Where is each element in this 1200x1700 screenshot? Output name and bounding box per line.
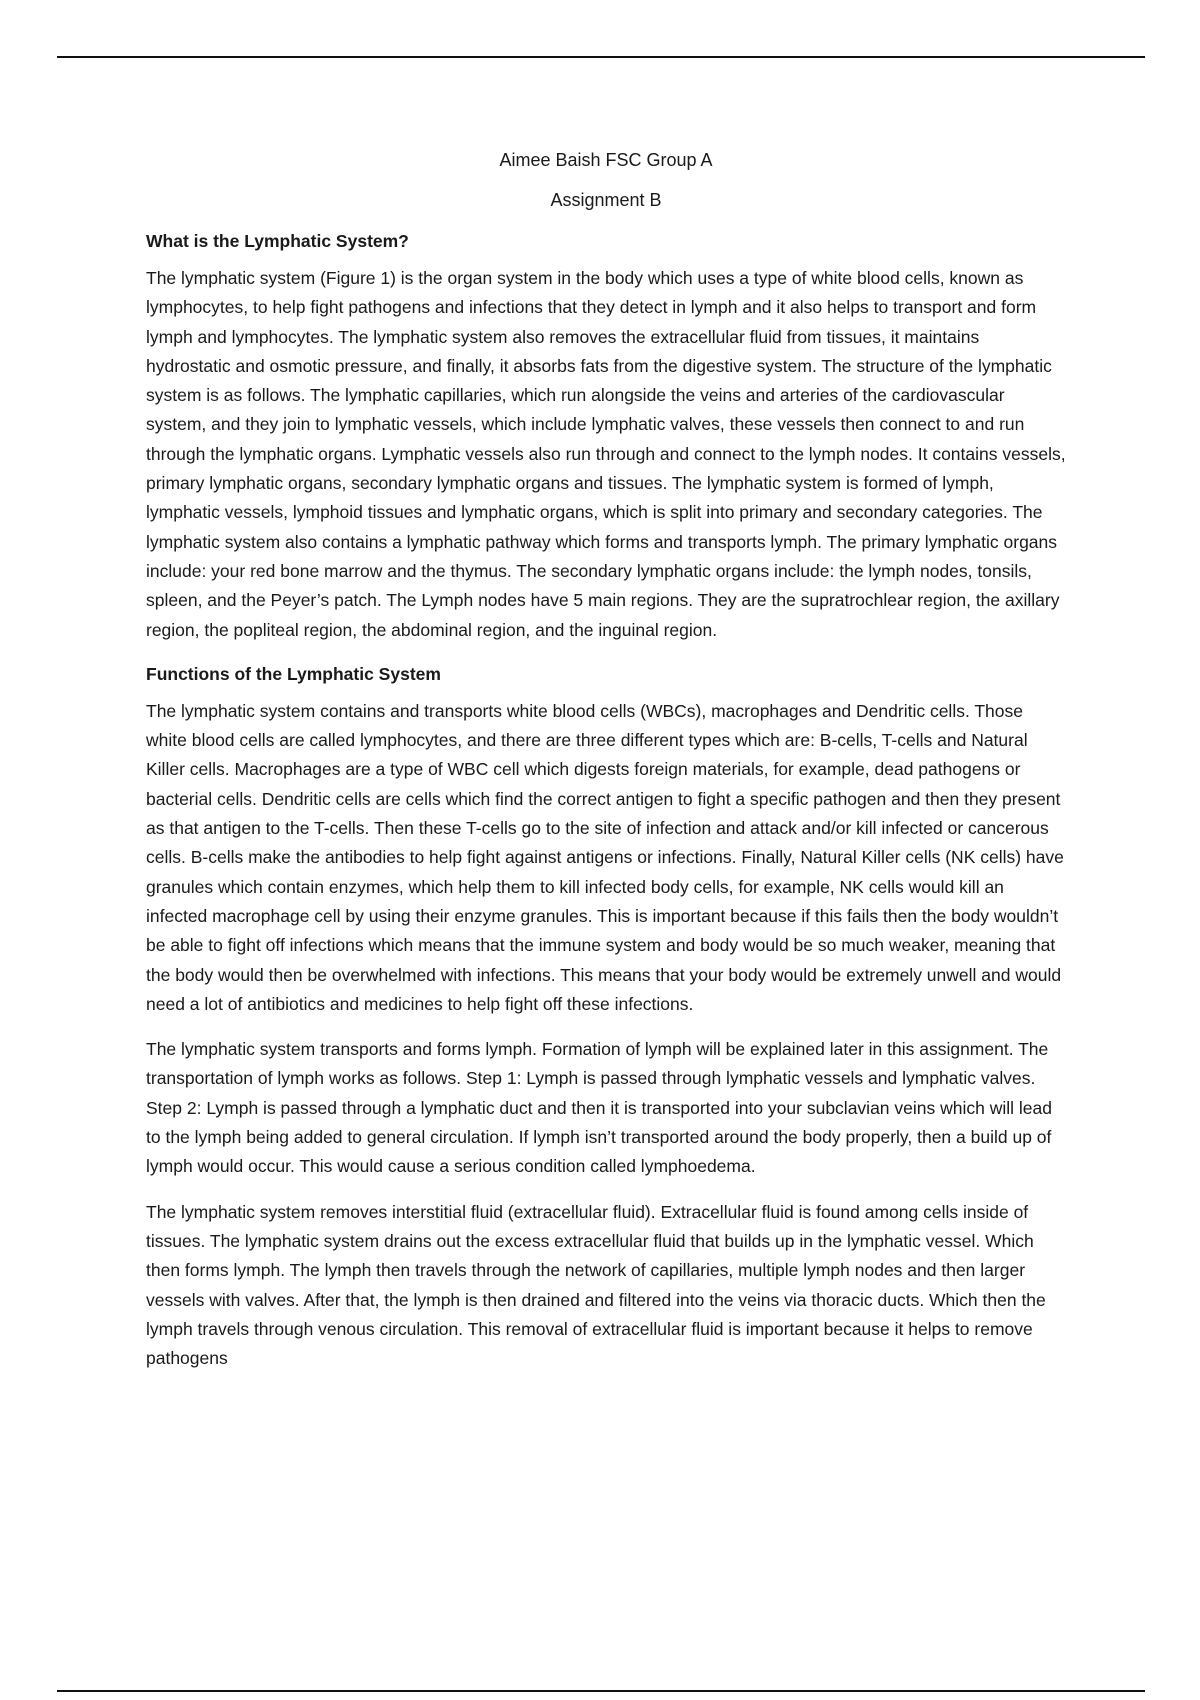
author-line: Aimee Baish FSC Group A — [499, 150, 713, 170]
top-rule — [57, 56, 1145, 58]
section-heading-functions: Functions of the Lymphatic System — [146, 663, 441, 684]
section-heading-what-is: What is the Lymphatic System? — [146, 231, 409, 251]
assignment-line: Assignment B — [550, 190, 662, 210]
document-page — [146, 140, 1066, 1389]
paragraph: The lymphatic system transports and forms lymph. Formation of lymph will be explained later in this assignment. The transportation of lymph works as follows. Step 1: Lymph is passed through lymphatic vessels and lymphatic valves. Step 2: Lymph is passed through a lymphatic duct and then it is transported into your subclavian veins which will lead to the lymph being added to general circulation. If lymph isn’t transported around the body properly, then a build up of lymph would occur. This would cause a serious condition called lymphoedema. — [146, 1039, 1052, 1177]
paragraph: The lymphatic system contains and transports white blood cells (WBCs), macrophages and Dendritic cells. Those white blood cells are called lymphocytes, and there are three different types which are: B-cells, T-cells and Natural Killer cells. Macrophages are a type of WBC cell which digests foreign materials, for example, dead pathogens or bacterial cells. Dendritic cells are cells which find the correct antigen to fight a specific pathogen and then they present as that antigen to the T-cells. Then these T-cells go to the site of infection and attack and/or kill infected or cancerous cells. B-cells make the antibodies to help fight against antigens or infections. Finally, Natural Killer cells (NK cells) have granules which contain enzymes, which help them to kill infected body cells, for example, NK cells would kill an infected macrophage cell by using their enzyme granules. This is important because if this fails then the body wouldn’t be able to fight off infections which means that the immune system and body would be so much weaker, meaning that the body would then be overwhelmed with infections. This means that your body would be extremely unwell and would need a lot of antibiotics and medicines to help fight off these infections. — [146, 700, 1064, 1014]
bottom-rule — [57, 1690, 1145, 1692]
paragraph: The lymphatic system removes interstitial fluid (extracellular fluid). Extracellular fluid is found among cells inside of tissues. The lymphatic system drains out the excess extracellular fluid that builds up in the lymphatic vessel. Which then forms lymph. The lymph then travels through the network of capillaries, multiple lymph nodes and then larger vessels with valves. After that, the lymph is then drained and filtered into the veins via thoracic ducts. Which then the lymph travels through venous circulation. This removal of extracellular fluid is important because it helps to remove pathogens — [146, 1201, 1046, 1369]
paragraph: The lymphatic system (Figure 1) is the organ system in the body which uses a type of white blood cells, known as lymphocytes, to help fight pathogens and infections that they detect in lymph and it also helps to transport and form lymph and lymphocytes. The lymphatic system also removes the extracellular fluid from tissues, it maintains hydrostatic and osmotic pressure, and finally, it absorbs fats from the digestive system. The structure of the lymphatic system is as follows. The lymphatic capillaries, which run alongside the veins and arteries of the cardiovascular system, and they join to lymphatic vessels, which include lymphatic valves, these vessels then connect to and run through the lymphatic organs. Lymphatic vessels also run through and connect to the lymph nodes. It contains vessels, primary lymphatic organs, secondary lymphatic organs and tissues. The lymphatic system is formed of lymph, lymphatic vessels, lymphoid tissues and lymphatic organs, which is split into primary and secondary categories. The lymphatic system also contains a lymphatic pathway which forms and transports lymph. The primary lymphatic organs include: your red bone marrow and the thymus. The secondary lymphatic organs include: the lymph nodes, tonsils, spleen, and the Peyer’s patch. The Lymph nodes have 5 main regions. They are the supratrochlear region, the axillary region, the popliteal region, the abdominal region, and the inguinal region. — [146, 268, 1066, 640]
